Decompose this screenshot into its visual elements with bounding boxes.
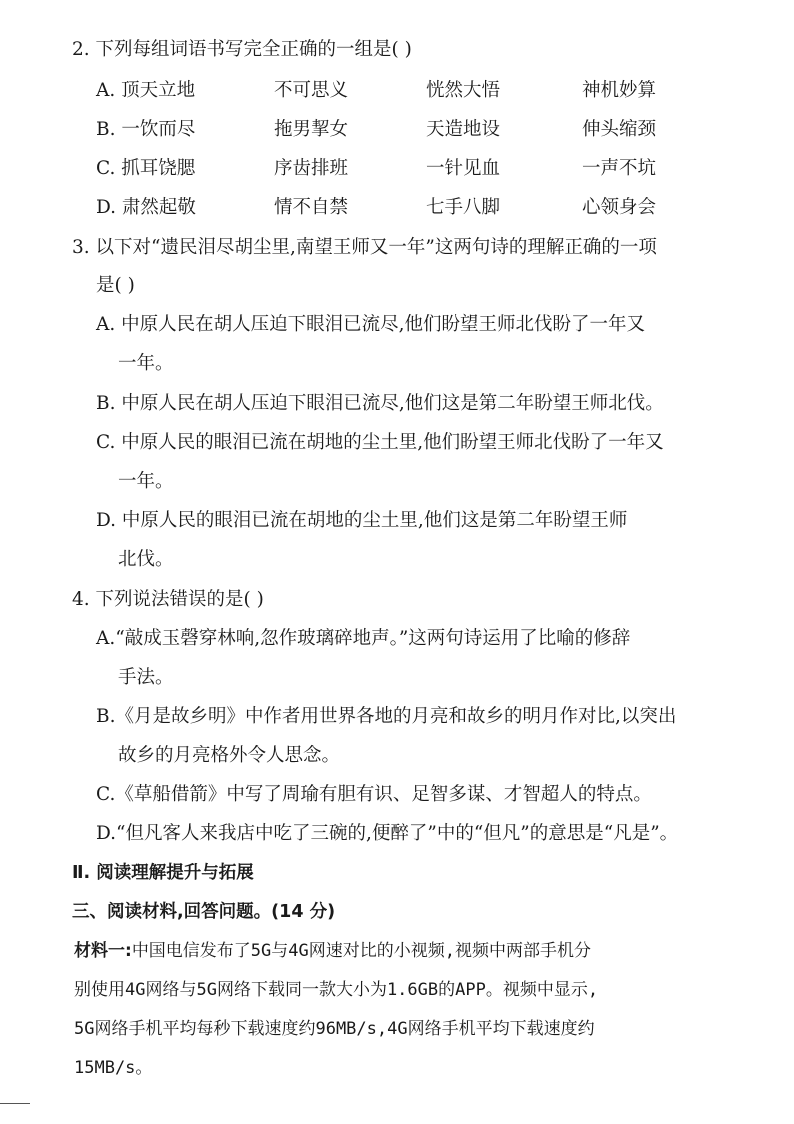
q4-option-d: D.“但凡客人来我店中吃了三碗的,便醉了”中的“但凡”的意思是“凡是”。 [96, 823, 679, 844]
q2-row-d [96, 196, 736, 220]
q2-c-1: C. 抓耳饶腮 [96, 158, 196, 179]
q3-option-a-line1: A. 中原人民在胡人压迫下眼泪已流尽,他们盼望王师北伐盼了一年又 [96, 314, 646, 335]
material-1-text: 中国电信发布了5G与4G网速对比的小视频,视频中两部手机分 [131, 941, 591, 961]
section-2-title: Ⅱ. 阅读理解提升与拓展 [72, 863, 254, 883]
q2-a-3: 恍然大悟 [426, 80, 501, 101]
q4-option-a-line2: 手法。 [118, 667, 174, 688]
q2-row-c [96, 157, 736, 181]
q2-d-3: 七手八脚 [426, 197, 501, 218]
q3-option-b: B. 中原人民在胡人压迫下眼泪已流尽,他们这是第二年盼望王师北伐。 [96, 393, 664, 414]
q4-option-a-line1: A.“敲成玉磬穿林响,忽作玻璃碎地声。”这两句诗运用了比喻的修辞 [96, 628, 631, 649]
q4-option-b-line2: 故乡的月亮格外令人思念。 [118, 745, 341, 766]
q3-stem-line2: 是( ) [96, 275, 135, 296]
material-1-line2: 别使用4G网络与5G网络下载同一款大小为1.6GB的APP。视频中显示, [74, 980, 599, 1000]
q2-b-3: 天造地设 [426, 119, 501, 140]
q4-stem: 4. 下列说法错误的是( ) [72, 589, 264, 610]
q2-b-2: 拖男挈女 [274, 119, 349, 140]
q4-option-c: C.《草船借箭》中写了周瑜有胆有识、足智多谋、才智超人的特点。 [96, 784, 652, 805]
material-1-line4: 15MB/s。 [74, 1058, 153, 1078]
q3-option-c-line2: 一年。 [118, 471, 174, 492]
q2-a-2: 不可思义 [274, 80, 349, 101]
q2-d-1: D. 肃然起敬 [96, 197, 196, 218]
q2-d-2: 情不自禁 [274, 197, 349, 218]
q3-option-c-line1: C. 中原人民的眼泪已流在胡地的尘土里,他们盼望王师北伐盼了一年又 [96, 432, 664, 453]
material-1-label: 材料一: [74, 941, 132, 961]
q2-a-1: A. 顶天立地 [96, 80, 196, 101]
q2-c-2: 序齿排班 [274, 158, 349, 179]
material-1-line1 [74, 939, 591, 963]
q2-b-4: 伸头缩颈 [582, 119, 657, 140]
q2-a-4: 神机妙算 [582, 80, 657, 101]
q2-d-4: 心领身会 [582, 197, 657, 218]
q2-c-4: 一声不坑 [582, 158, 657, 179]
q2-row-b [96, 118, 736, 142]
q3-option-d-line1: D. 中原人民的眼泪已流在胡地的尘土里,他们这是第二年盼望王师 [96, 510, 628, 531]
q3-stem-line1: 3. 以下对“遗民泪尽胡尘里,南望王师又一年”这两句诗的理解正确的一项 [72, 237, 657, 258]
material-1-line3: 5G网络手机平均每秒下载速度约96MB/s,4G网络手机平均下载速度约 [74, 1019, 595, 1039]
q3-option-d-line2: 北伐。 [118, 549, 174, 570]
part-3-title: 三、阅读材料,回答问题。(14 分) [72, 902, 336, 922]
q2-b-1: B. 一饮而尽 [96, 119, 196, 140]
q2-row-a [96, 79, 736, 103]
q3-option-a-line2: 一年。 [118, 353, 174, 374]
q2-c-3: 一针见血 [426, 158, 501, 179]
q4-option-b-line1: B.《月是故乡明》中作者用世界各地的月亮和故乡的明月作对比,以突出 [96, 706, 677, 727]
q2-stem: 2. 下列每组词语书写完全正确的一组是( ) [72, 39, 412, 60]
footer-rule [0, 1103, 30, 1104]
